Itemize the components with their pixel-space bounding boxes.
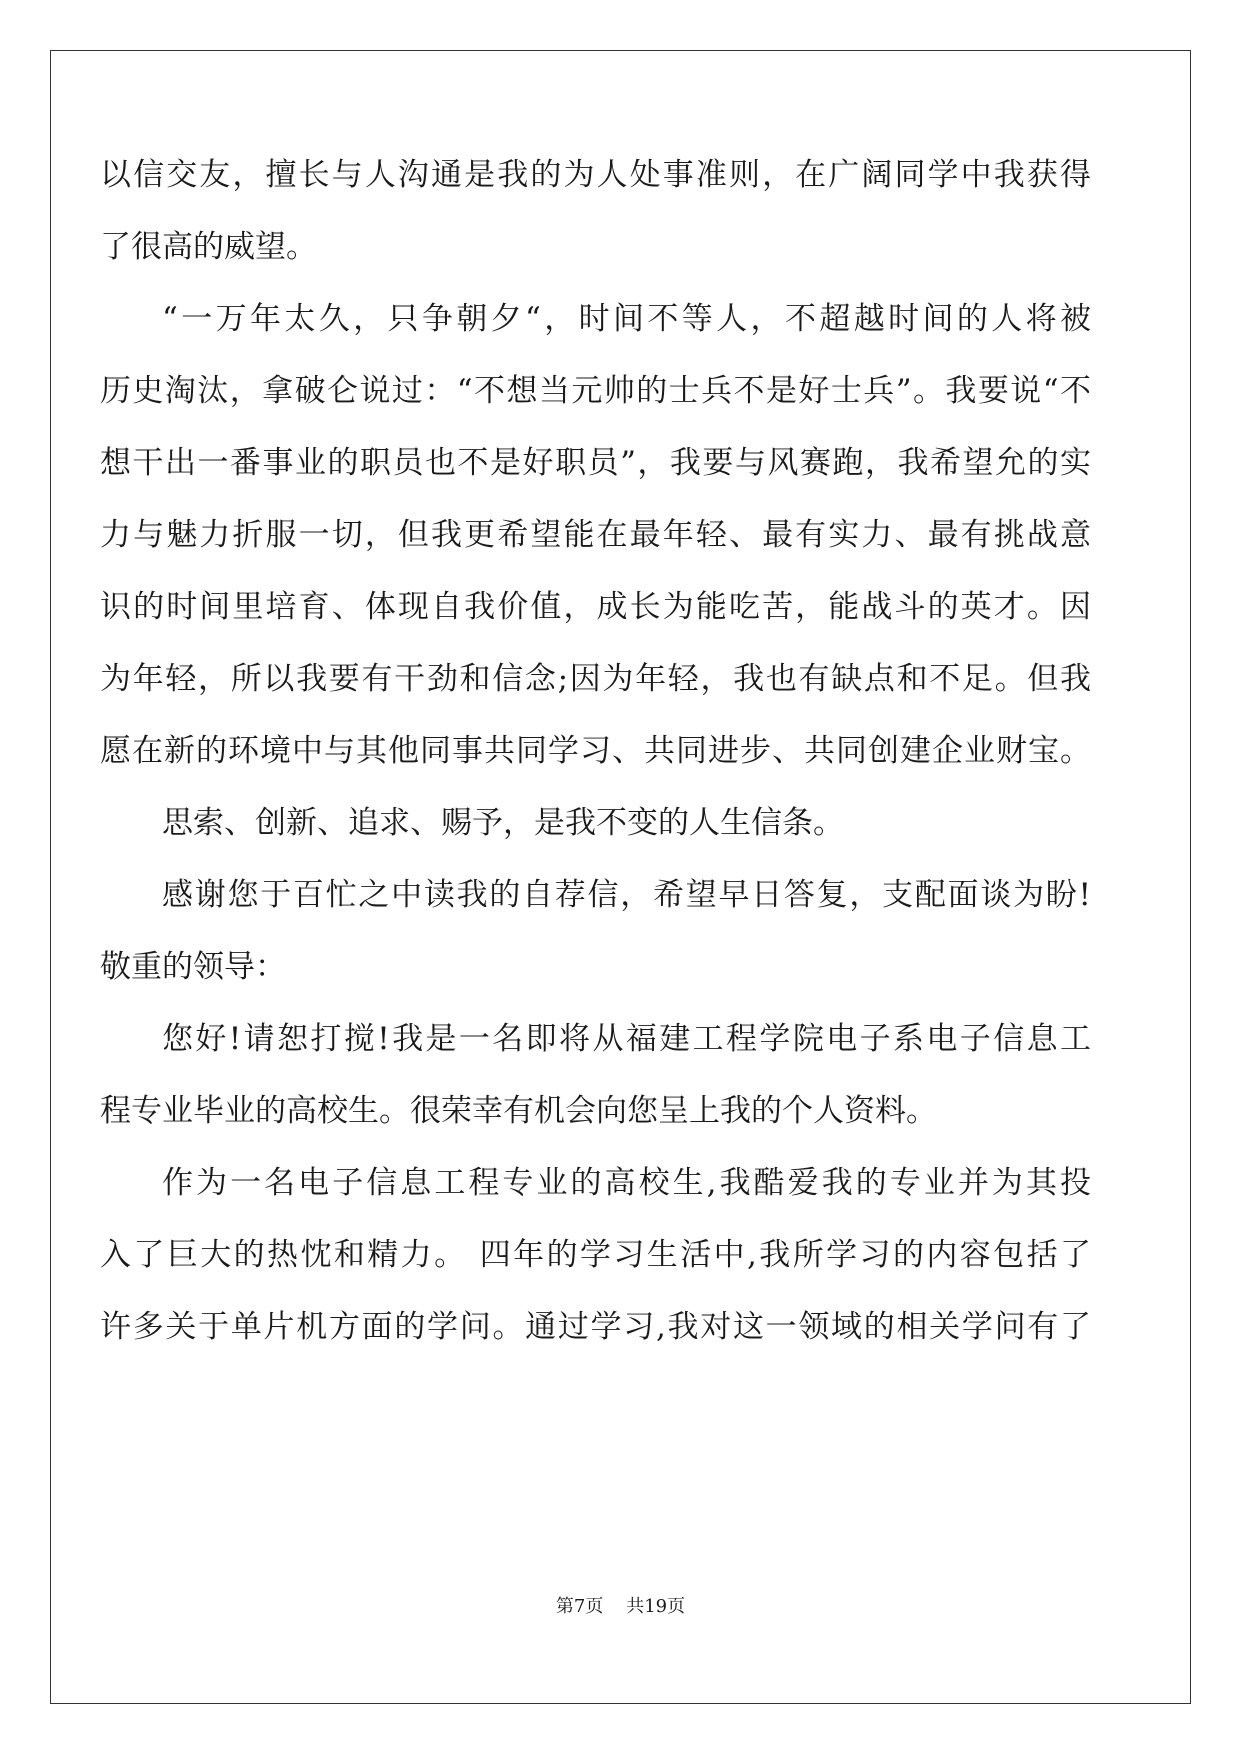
- text-line: 感谢您于百忙之中读我的自荐信，希望早日答复，支配面谈为盼!: [162, 877, 1091, 913]
- text-line: 敬重的领导：: [100, 949, 286, 985]
- current-page-number: 第7页: [555, 1596, 604, 1617]
- text-line: 力与魅力折服一切，但我更希望能在最年轻、最有实力、最有挑战意: [100, 517, 1091, 553]
- text-line: 程专业毕业的高校生。很荣幸有机会向您呈上我的个人资料。: [100, 1093, 937, 1129]
- text-line: “一万年太久，只争朝夕“，时间不等人，不超越时间的人将被: [162, 301, 1091, 337]
- total-page-count: 共19页: [626, 1596, 686, 1617]
- text-line: 想干出一番事业的职员也不是好职员”，我要与风赛跑，我希望允的实: [100, 445, 1091, 481]
- text-line: 以信交友，擅长与人沟通是我的为人处事准则，在广阔同学中我获得: [100, 157, 1091, 193]
- text-line: 历史淘汰，拿破仑说过：“不想当元帅的士兵不是好士兵”。我要说“不: [100, 373, 1091, 409]
- text-line: 入了巨大的热忱和精力。 四年的学习生活中,我所学习的内容包括了: [100, 1237, 1091, 1273]
- text-line: 愿在新的环境中与其他同事共同学习、共同进步、共同创建企业财宝。: [100, 733, 1091, 769]
- page-footer: [0, 1592, 1241, 1618]
- text-line: 作为一名电子信息工程专业的高校生,我酷爱我的专业并为其投: [162, 1165, 1091, 1201]
- text-line: 思索、创新、追求、赐予，是我不变的人生信条。: [162, 805, 844, 841]
- text-line: 识的时间里培育、体现自我价值，成长为能吃苦，能战斗的英才。因: [100, 589, 1091, 625]
- text-line: 许多关于单片机方面的学问。通过学习,我对这一领域的相关学问有了: [100, 1309, 1091, 1345]
- text-line: 为年轻，所以我要有干劲和信念;因为年轻，我也有缺点和不足。但我: [100, 661, 1091, 697]
- text-line: 了很高的威望。: [100, 229, 317, 265]
- text-line: 您好!请恕打搅!我是一名即将从福建工程学院电子系电子信息工: [162, 1021, 1091, 1057]
